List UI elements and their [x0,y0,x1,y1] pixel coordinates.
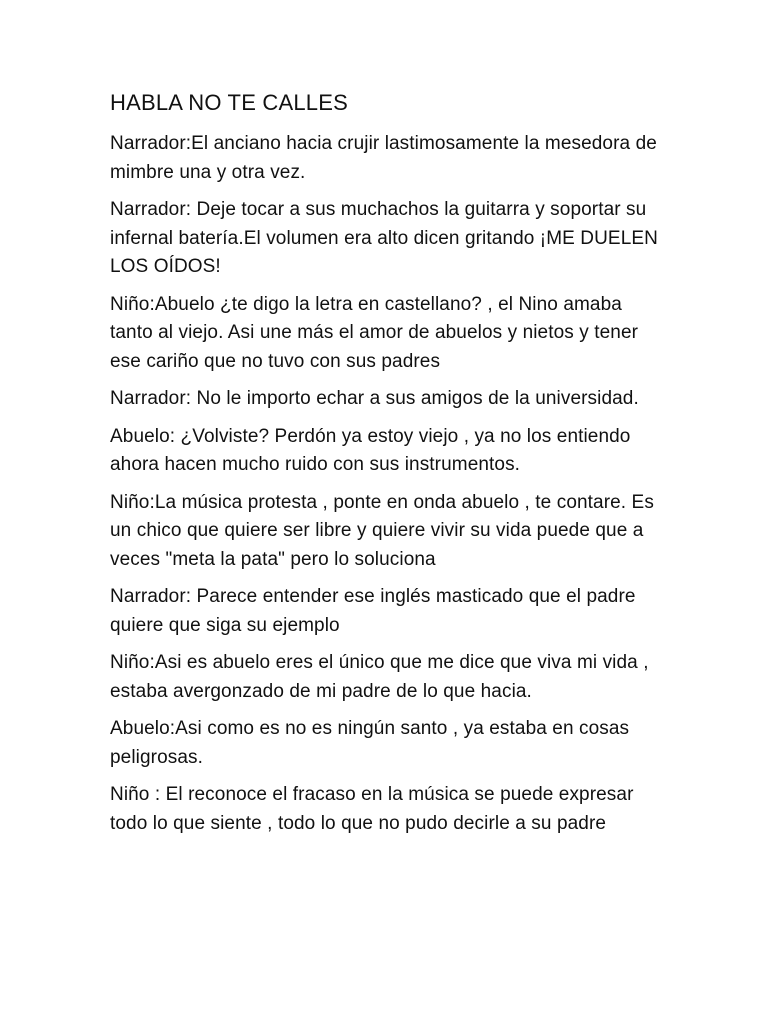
document-page [110,88,670,847]
paragraph-abuelo-2: Abuelo:Asi como es no es ningún santo , ya estaba en cosas peligrosas. [110,718,630,768]
paragraph-nino-3: Niño:Asi es abuelo eres el único que me dice que viva mi vida , estaba avergonzado de mi padre de lo que hacia. [110,652,649,702]
paragraph-narrador-3: Narrador: No le importo echar a sus amigos de la universidad. [110,388,639,409]
paragraph-narrador-1: Narrador:El anciano hacia crujir lastimosamente la mesedora de mimbre una y otra vez. [110,133,657,183]
paragraph-nino-4: Niño : El reconoce el fracaso en la música se puede expresar todo lo que siente , todo lo que no pudo decirle a su padre [110,784,634,834]
paragraph-nino-1: Niño:Abuelo ¿te digo la letra en castellano? , el Nino amaba tanto al viejo. Asi une más el amor de abuelos y nietos y tener ese cariño que no tuvo con sus padres [110,293,639,372]
paragraph-nino-2: Niño:La música protesta , ponte en onda abuelo , te contare. Es un chico que quiere ser libre y quiere vivir su vida puede que a veces "meta la pata" pero lo soluciona [110,491,654,570]
document-title: HABLA NO TE CALLES [110,90,348,115]
paragraph-abuelo-1: Abuelo: ¿Volviste? Perdón ya estoy viejo , ya no los entiendo ahora hacen mucho ruido con sus instrumentos. [110,425,631,475]
paragraph-narrador-2: Narrador: Deje tocar a sus muchachos la guitarra y soportar su infernal batería.El volumen era alto dicen gritando ¡ME DUELEN LOS OÍDOS! [110,199,658,277]
paragraph-narrador-4: Narrador: Parece entender ese inglés masticado que el padre quiere que siga su ejemplo [110,586,636,636]
